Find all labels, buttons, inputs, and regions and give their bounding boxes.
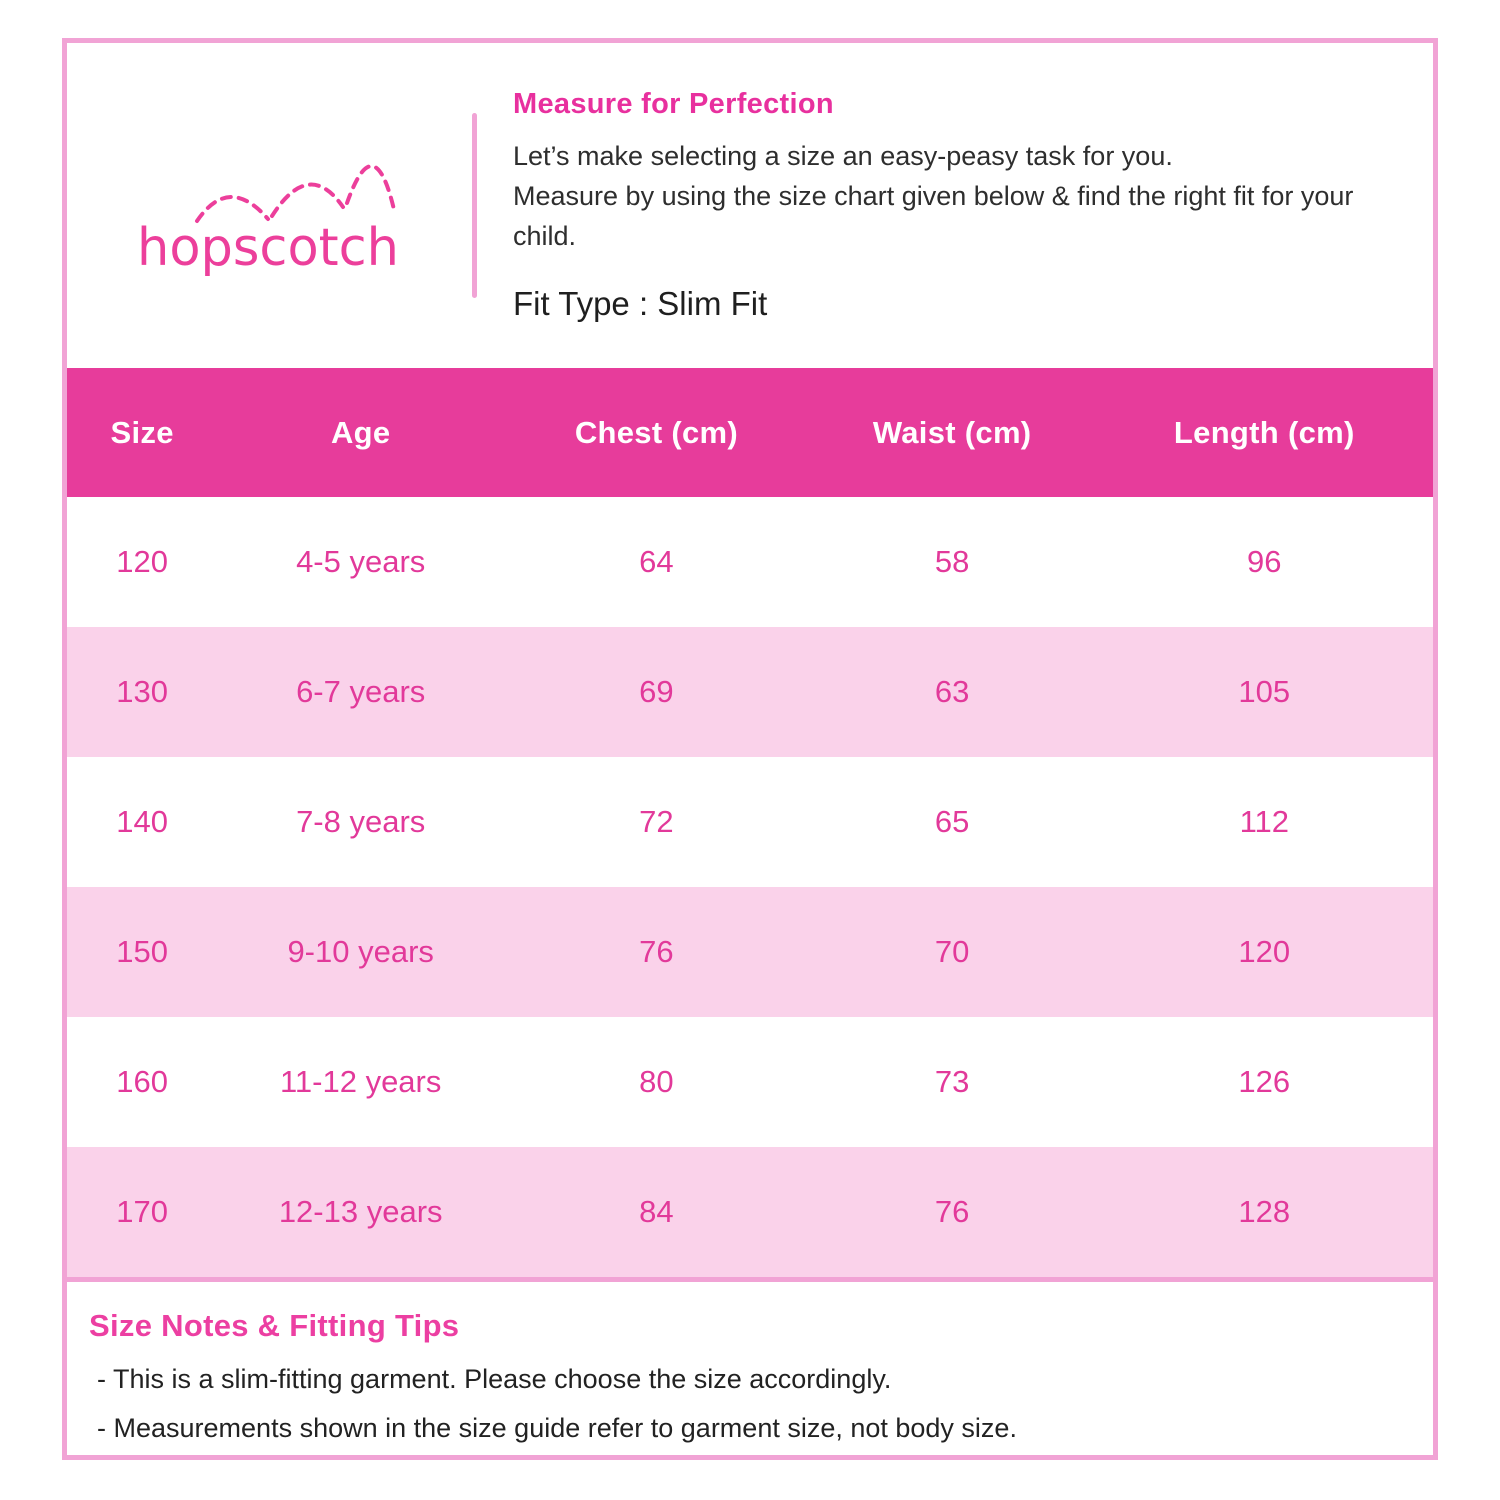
- intro-section: [67, 43, 1433, 368]
- cell-chest: 64: [639, 544, 674, 579]
- hopscotch-logo-text: hopscotch: [137, 218, 399, 278]
- note-item: - Measurements shown in the size guide refer to garment size, not body size.: [97, 1413, 1017, 1443]
- intro-heading: Measure for Perfection: [513, 88, 834, 121]
- cell-age: 6-7 years: [296, 674, 426, 709]
- fit-type-label: Fit Type : Slim Fit: [513, 284, 768, 322]
- hopscotch-logo: [67, 128, 472, 283]
- cell-length: 128: [1238, 1194, 1291, 1229]
- column-header-length: Length (cm): [1173, 414, 1355, 450]
- hopscotch-logo-graphic: [127, 128, 412, 283]
- cell-age: 9-10 years: [287, 934, 434, 969]
- note-item: - This is a slim-fitting garment. Please choose the size accordingly.: [97, 1364, 892, 1394]
- notes-heading: Size Notes & Fitting Tips: [89, 1308, 460, 1343]
- column-header-size: Size: [110, 414, 174, 450]
- table-row: [67, 1017, 1433, 1147]
- table-header-row: [67, 368, 1433, 497]
- cell-size: 140: [116, 804, 168, 839]
- cell-chest: 80: [639, 1064, 674, 1099]
- size-guide-card: [62, 38, 1438, 1460]
- intro-line-2: Measure by using the size chart given below & find the right fit for your child.: [513, 181, 1354, 251]
- cell-age: 11-12 years: [279, 1064, 442, 1099]
- cell-chest: 76: [639, 934, 674, 969]
- intro-text-block: [477, 88, 1407, 323]
- cell-size: 130: [116, 674, 168, 709]
- cell-waist: 70: [934, 934, 970, 969]
- cell-waist: 76: [934, 1194, 970, 1229]
- table-row: [67, 627, 1433, 757]
- size-table: [67, 368, 1433, 1277]
- table-row: [67, 887, 1433, 1017]
- intro-line-1: Let’s make selecting a size an easy-peasy task for you.: [513, 141, 1173, 172]
- notes-section: [67, 1282, 1433, 1462]
- cell-length: 120: [1238, 934, 1291, 969]
- cell-age: 4-5 years: [296, 544, 426, 579]
- cell-waist: 63: [934, 674, 970, 709]
- column-header-chest: Chest (cm): [574, 414, 739, 450]
- cell-chest: 72: [639, 804, 674, 839]
- cell-waist: 73: [934, 1064, 970, 1099]
- cell-chest: 69: [639, 674, 674, 709]
- cell-size: 160: [116, 1064, 168, 1099]
- cell-length: 112: [1239, 804, 1289, 839]
- cell-length: 126: [1238, 1064, 1291, 1099]
- cell-chest: 84: [639, 1194, 674, 1229]
- cell-size: 170: [116, 1194, 168, 1229]
- table-row: [67, 497, 1433, 627]
- table-row: [67, 1147, 1433, 1277]
- cell-waist: 58: [934, 544, 970, 579]
- cell-waist: 65: [934, 804, 970, 839]
- cell-length: 105: [1238, 674, 1291, 709]
- cell-size: 120: [116, 544, 168, 579]
- cell-size: 150: [116, 934, 168, 969]
- cell-length: 96: [1247, 544, 1282, 579]
- column-header-age: Age: [330, 414, 391, 450]
- cell-age: 12-13 years: [278, 1194, 443, 1229]
- cell-age: 7-8 years: [296, 804, 426, 839]
- hopscotch-arcs-icon: [197, 166, 395, 221]
- table-row: [67, 757, 1433, 887]
- column-header-waist: Waist (cm): [872, 414, 1032, 450]
